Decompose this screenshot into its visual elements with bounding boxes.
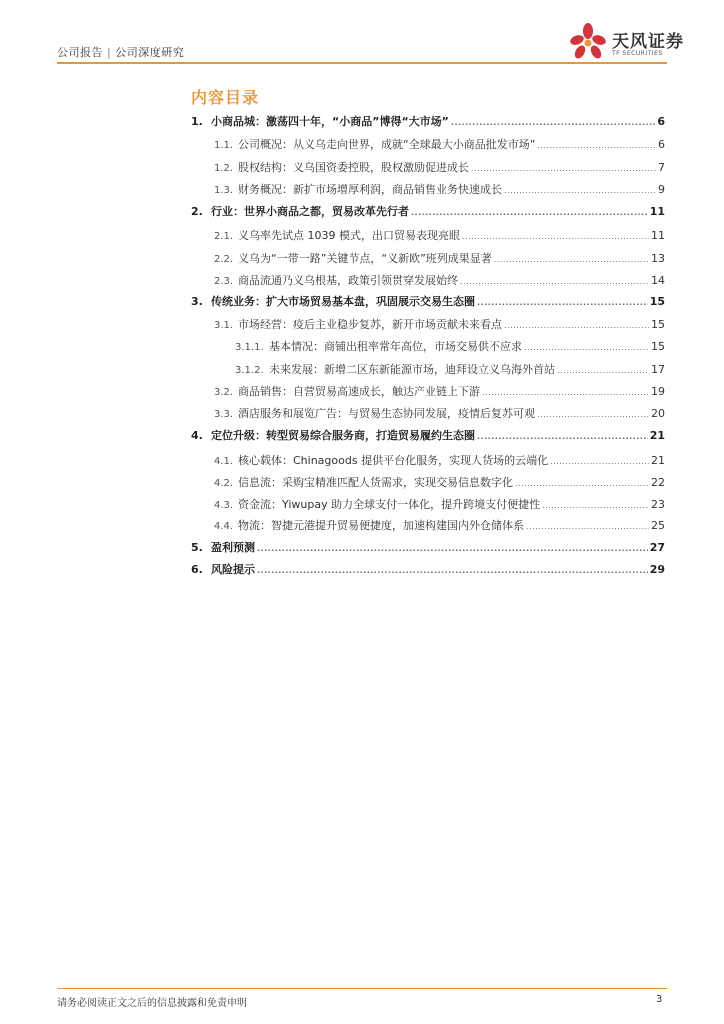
toc-leader-dots bbox=[477, 293, 648, 313]
toc-entry[interactable] bbox=[214, 451, 665, 471]
toc-heading: 内容目录 bbox=[191, 88, 260, 107]
toc-entry[interactable] bbox=[214, 495, 665, 515]
report-subcategory: 公司深度研究 bbox=[115, 46, 185, 59]
toc-entry-title[interactable]: 市场经营：疫后主业稳步复苏，新开市场贡献未来看点 bbox=[238, 318, 502, 331]
toc-entry-number: 4.2. bbox=[214, 478, 234, 489]
toc-entry-title[interactable]: 定位升级：转型贸易综合服务商，打造贸易履约生态圈 bbox=[211, 429, 475, 442]
report-type-label bbox=[57, 44, 184, 60]
toc-entry-number: 3.1. bbox=[214, 320, 234, 331]
toc-entry-number: 4.4. bbox=[214, 521, 234, 532]
toc-entry-number: 3.1.2. bbox=[235, 365, 264, 376]
toc-entry-number: 3.1.1. bbox=[235, 342, 264, 353]
toc-entry-title[interactable]: 义乌为“一带一路”关键节点，“义新欧”班列成果显著 bbox=[238, 252, 492, 265]
toc-entry[interactable] bbox=[214, 473, 665, 493]
toc-entry-title[interactable]: 义乌率先试点 1039 模式，出口贸易表现亮眼 bbox=[238, 229, 460, 242]
toc-entry-number: 2.2. bbox=[214, 254, 234, 265]
toc-leader-dots bbox=[494, 250, 649, 270]
toc-entry[interactable] bbox=[191, 202, 665, 222]
toc-leader-dots bbox=[411, 203, 648, 223]
toc-entry-title[interactable]: 商品销售：自营贸易高速成长，触达产业链上下游 bbox=[238, 385, 480, 398]
toc-leader-dots bbox=[550, 452, 649, 472]
toc-entry-page[interactable]: 11 bbox=[649, 205, 665, 218]
toc-entry-number: 2.1. bbox=[214, 231, 234, 242]
toc-entry-number: 4.1. bbox=[214, 456, 234, 467]
toc-entry[interactable] bbox=[235, 360, 665, 380]
toc-entry-page[interactable]: 19 bbox=[651, 385, 665, 398]
toc-leader-dots bbox=[451, 113, 655, 133]
toc-entry[interactable] bbox=[214, 404, 665, 424]
toc-entry-number: 1.3. bbox=[214, 185, 234, 196]
toc-leader-dots bbox=[257, 539, 648, 559]
toc-leader-dots bbox=[477, 427, 648, 447]
toc-entry-page[interactable]: 15 bbox=[651, 340, 665, 353]
toc-entry-number: 1.1. bbox=[214, 140, 234, 151]
toc-entry[interactable] bbox=[191, 538, 665, 558]
toc-entry-title[interactable]: 小商品城：激荡四十年，“小商品”博得“大市场” bbox=[211, 115, 449, 128]
toc-leader-dots bbox=[504, 181, 656, 201]
toc-entry-page[interactable]: 17 bbox=[651, 363, 665, 376]
toc-entry[interactable] bbox=[214, 135, 665, 155]
toc-entry-title[interactable]: 传统业务：扩大市场贸易基本盘，巩固展示交易生态圈 bbox=[211, 295, 475, 308]
toc-entry-page[interactable]: 20 bbox=[651, 407, 665, 420]
toc-entry-page[interactable]: 25 bbox=[651, 519, 665, 532]
toc-entry[interactable] bbox=[191, 560, 665, 580]
toc-entry-number: 3.2. bbox=[214, 387, 234, 398]
toc-entry-page[interactable]: 9 bbox=[658, 183, 665, 196]
company-logo bbox=[566, 22, 684, 62]
toc-entry-page[interactable]: 7 bbox=[658, 161, 665, 174]
toc-entry[interactable] bbox=[214, 180, 665, 200]
toc-entry-title[interactable]: 物流：智捷元港提升贸易便捷度，加速构建国内外仓储体系 bbox=[238, 519, 524, 532]
toc-entry[interactable] bbox=[214, 382, 665, 402]
toc-entry[interactable] bbox=[214, 271, 665, 291]
toc-leader-dots bbox=[504, 316, 649, 336]
toc-entry[interactable] bbox=[214, 158, 665, 178]
toc-entry[interactable] bbox=[191, 426, 665, 446]
toc-leader-dots bbox=[460, 272, 649, 292]
toc-entry-page[interactable]: 21 bbox=[649, 429, 665, 442]
toc-entry-page[interactable]: 14 bbox=[651, 274, 665, 287]
toc-entry-title[interactable]: 基本情况：商铺出租率常年高位，市场交易供不应求 bbox=[269, 340, 522, 353]
footer-divider bbox=[57, 988, 667, 989]
toc-entry-title[interactable]: 财务概况：新扩市场增厚利润，商品销售业务快速成长 bbox=[238, 183, 502, 196]
toc-entry-title[interactable]: 核心载体：Chinagoods 提供平台化服务，实现人货场的云端化 bbox=[238, 454, 549, 467]
toc-entry-title[interactable]: 信息流：采购宝精准匹配人货需求，实现交易信息数字化 bbox=[238, 476, 513, 489]
toc-entry-page[interactable]: 29 bbox=[649, 563, 665, 576]
toc-entry-title[interactable]: 未来发展：新增二区东新能源市场，迪拜设立义乌海外首站 bbox=[269, 363, 555, 376]
toc-entry-title[interactable]: 盈利预测 bbox=[211, 541, 255, 554]
toc-entry-number: 5. bbox=[191, 541, 203, 554]
toc-entry[interactable] bbox=[214, 516, 665, 536]
toc-leader-dots bbox=[257, 561, 648, 581]
toc-entry-number: 1. bbox=[191, 115, 203, 128]
toc-entry[interactable] bbox=[191, 112, 665, 132]
toc-entry-title[interactable]: 行业：世界小商品之都，贸易改革先行者 bbox=[211, 205, 409, 218]
toc-entry-title[interactable]: 股权结构：义乌国资委控股，股权激励促进成长 bbox=[238, 161, 469, 174]
toc-entry-number: 4. bbox=[191, 429, 203, 442]
tf-flower-icon bbox=[566, 22, 610, 62]
toc-entry-page[interactable]: 22 bbox=[651, 476, 665, 489]
toc-entry-page[interactable]: 15 bbox=[649, 295, 665, 308]
logo-text-en: TF SECURITIES bbox=[612, 50, 663, 57]
header-separator: | bbox=[107, 46, 112, 59]
toc-entry-title[interactable]: 公司概况：从义乌走向世界，成就“全球最大小商品批发市场” bbox=[238, 138, 536, 151]
toc-entry-page[interactable]: 23 bbox=[651, 498, 665, 511]
toc-entry-page[interactable]: 21 bbox=[651, 454, 665, 467]
toc-leader-dots bbox=[557, 361, 649, 381]
toc-entry-page[interactable]: 11 bbox=[651, 229, 665, 242]
toc-entry-number: 6. bbox=[191, 563, 203, 576]
toc-entry-page[interactable]: 15 bbox=[651, 318, 665, 331]
toc-leader-dots bbox=[542, 496, 649, 516]
toc-entry-title[interactable]: 酒店服务和展览广告：与贸易生态协同发展，疫情后复苏可观 bbox=[238, 407, 535, 420]
toc-entry-number: 2.3. bbox=[214, 276, 234, 287]
footer-disclaimer: 请务必阅读正文之后的信息披露和免责申明 bbox=[57, 998, 247, 1009]
toc-entry-number: 4.3. bbox=[214, 500, 234, 511]
toc-entry-title[interactable]: 商品流通乃义乌根基，政策引领贯穿发展始终 bbox=[238, 274, 458, 287]
toc-entry-page[interactable]: 27 bbox=[649, 541, 665, 554]
toc-entry[interactable] bbox=[214, 249, 665, 269]
toc-leader-dots bbox=[524, 338, 649, 358]
toc-leader-dots bbox=[482, 383, 649, 403]
footer-page-number: 3 bbox=[656, 994, 663, 1005]
toc-entry-title[interactable]: 风险提示 bbox=[211, 563, 255, 576]
toc-leader-dots bbox=[515, 474, 649, 494]
logo-text-cn: 天风证券 bbox=[612, 32, 684, 52]
toc-entry-number: 2. bbox=[191, 205, 203, 218]
report-category: 公司报告 bbox=[57, 46, 103, 59]
toc-entry-number: 1.2. bbox=[214, 163, 234, 174]
toc-leader-dots bbox=[537, 136, 656, 156]
toc-entry-page[interactable]: 13 bbox=[651, 252, 665, 265]
toc-leader-dots bbox=[462, 227, 649, 247]
toc-leader-dots bbox=[537, 405, 649, 425]
toc-entry-title[interactable]: 资金流：Yiwupay 助力全球支付一体化，提升跨境支付便捷性 bbox=[238, 498, 541, 511]
toc-entry-number: 3.3. bbox=[214, 409, 234, 420]
toc-entry-number: 3. bbox=[191, 295, 203, 308]
toc-entry-page[interactable]: 6 bbox=[657, 115, 665, 128]
toc-entry-page[interactable]: 6 bbox=[658, 138, 665, 151]
toc-leader-dots bbox=[471, 159, 656, 179]
toc-leader-dots bbox=[526, 517, 649, 537]
toc-entry[interactable] bbox=[214, 315, 665, 335]
header-divider bbox=[57, 62, 667, 64]
toc-entry[interactable] bbox=[235, 337, 665, 357]
toc-entry[interactable] bbox=[191, 292, 665, 312]
toc-entry[interactable] bbox=[214, 226, 665, 246]
